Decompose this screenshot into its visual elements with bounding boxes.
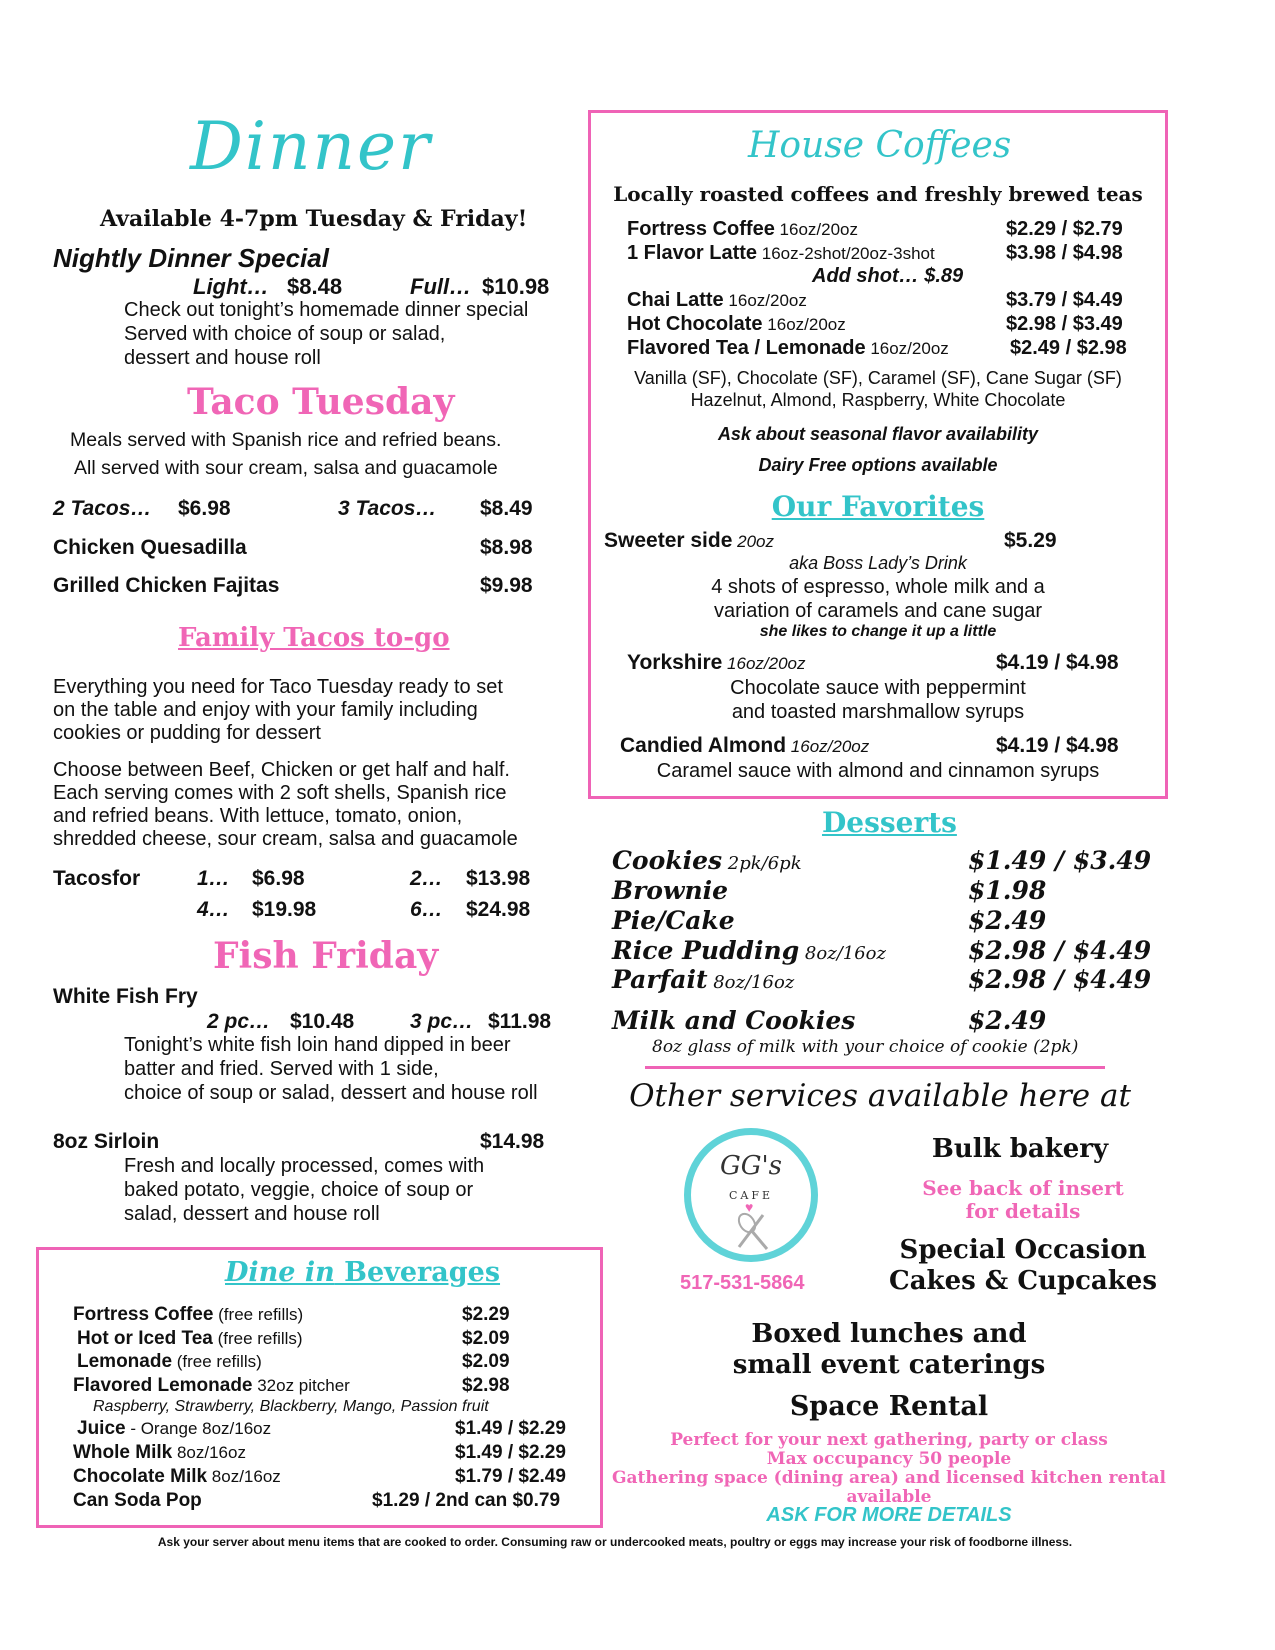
ask-details: ASK FOR MORE DETAILS	[766, 1504, 1012, 1526]
family-p2-3: and refried beans. With lettuce, tomato, onion,	[53, 805, 463, 827]
beverage-name: Chocolate Milk	[73, 1466, 208, 1487]
sirloin-desc-1: Fresh and locally processed, comes with	[124, 1155, 485, 1177]
coffee-size: 16oz/20oz	[762, 315, 846, 334]
three-tacos-label: 3 Tacos…	[338, 497, 437, 520]
tacos-qty-6: 6…	[410, 898, 443, 921]
coffee-size: 16oz/20oz	[723, 291, 807, 310]
york-desc-2: and toasted marshmallow syrups	[731, 701, 1025, 723]
beverage-price: $2.98	[462, 1375, 510, 1396]
beverage-note: (free refills)	[212, 1329, 303, 1348]
family-p1-1: Everything you need for Taco Tuesday ready to set	[53, 676, 503, 698]
beverage-note: 8oz/16oz	[172, 1443, 246, 1462]
dessert-name: Cookies	[612, 846, 723, 875]
favorites-title: Our Favorites	[771, 490, 985, 523]
special-full-price: $10.98	[482, 274, 550, 299]
beverage-price: $1.29 / 2nd can $0.79	[372, 1490, 561, 1511]
beverages-title-italic: Dine in	[225, 1257, 335, 1288]
quesadilla-price: $8.98	[480, 536, 533, 559]
beverage-row	[73, 1375, 350, 1397]
special-title: Nightly Dinner Special	[53, 243, 329, 273]
coffee-price: $3.98 / $4.98	[1006, 242, 1123, 264]
special-desc-1: Check out tonight’s homemade dinner special	[124, 299, 529, 321]
dessert-row	[612, 936, 886, 965]
beverages-title-rest: Beverages	[334, 1257, 501, 1288]
family-tacos-title: Family Tacos to-go	[178, 623, 450, 653]
seasonal-note: Ask about seasonal flavor availability	[717, 424, 1039, 444]
fish-desc-1: Tonight’s white fish loin hand dipped in beer	[124, 1034, 511, 1056]
special-occasion-2: Cakes & Cupcakes	[889, 1266, 1157, 1296]
special-desc-2: Served with choice of soup or salad,	[124, 323, 446, 345]
fish-label: White Fish Fry	[53, 985, 198, 1008]
dessert-name: Rice Pudding	[612, 936, 800, 965]
dessert-row	[612, 876, 728, 905]
almond-desc-1: Caramel sauce with almond and cinnamon syrups	[656, 760, 1100, 782]
york-size: 16oz/20oz	[722, 654, 806, 673]
milk-cookies-name: Milk and Cookies	[612, 1006, 856, 1035]
almond-row	[620, 734, 869, 758]
dessert-row	[612, 846, 802, 875]
coffee-price: $2.98 / $3.49	[1006, 313, 1123, 335]
beverage-name: Fortress Coffee	[73, 1304, 214, 1325]
dessert-size: 8oz/16oz	[799, 943, 886, 964]
see-back-2: for details	[965, 1199, 1081, 1223]
coffee-name: Fortress Coffee	[627, 218, 775, 240]
dessert-price: $1.49 / $3.49	[968, 846, 1152, 875]
sirloin-desc-2: baked potato, veggie, choice of soup or	[124, 1179, 474, 1201]
beverage-price: $2.29	[462, 1304, 510, 1325]
york-desc-1: Chocolate sauce with peppermint	[730, 677, 1026, 699]
two-tacos-label: 2 Tacos…	[53, 497, 152, 520]
dessert-price: $2.49	[968, 906, 1047, 935]
space-line-3: Gathering space (dining area) and licensed kitchen rental	[611, 1468, 1166, 1488]
coffee-row	[627, 242, 935, 265]
coffee-name: Flavored Tea / Lemonade	[627, 337, 866, 359]
beverage-price: $1.49 / $2.29	[455, 1418, 566, 1439]
fish-desc-2: batter and fried. Served with 1 side,	[124, 1058, 439, 1080]
dessert-name: Brownie	[612, 876, 729, 905]
sweeter-price: $5.29	[1004, 529, 1057, 552]
coffee-name: Chai Latte	[627, 289, 724, 311]
dessert-name: Parfait	[612, 965, 708, 994]
beverage-row	[77, 1418, 271, 1440]
taco-line-2: All served with sour cream, salsa and guacamole	[74, 457, 498, 479]
beverage-price: $1.79 / $2.49	[455, 1466, 566, 1487]
beverages-title	[225, 1257, 500, 1288]
phone-number: 517-531-5864	[680, 1272, 805, 1294]
dinner-availability: Available 4-7pm Tuesday & Friday!	[100, 206, 528, 232]
dessert-row	[612, 965, 794, 994]
beverage-name: Lemonade	[77, 1351, 173, 1372]
tacos-qty-2: 2…	[410, 867, 443, 890]
beverage-price: $1.49 / $2.29	[455, 1442, 566, 1463]
fish-two-pc-price: $10.48	[290, 1010, 355, 1033]
milk-cookies-note: 8oz glass of milk with your choice of cookie (2pk)	[652, 1037, 1079, 1057]
tacos-qty-4: 4…	[197, 898, 230, 921]
beverage-note: (free refills)	[172, 1352, 262, 1371]
dessert-price: $2.98 / $4.49	[968, 936, 1152, 965]
cafe-logo	[684, 1128, 818, 1262]
quesadilla-label: Chicken Quesadilla	[53, 536, 247, 559]
whisk-icon	[733, 1211, 771, 1251]
beverage-name: Hot or Iced Tea	[77, 1328, 213, 1349]
family-p2-2: Each serving comes with 2 soft shells, Spanish rice	[53, 782, 507, 804]
milk-cookies-price: $2.49	[968, 1006, 1047, 1035]
fajitas-label: Grilled Chicken Fajitas	[53, 574, 280, 597]
syrups-line-2: Hazelnut, Almond, Raspberry, White Chocolate	[690, 390, 1066, 410]
coffee-row	[627, 218, 858, 241]
heart-icon: ♥	[745, 1199, 754, 1215]
york-price: $4.19 / $4.98	[996, 651, 1119, 674]
coffee-price: $2.29 / $2.79	[1006, 218, 1123, 240]
beverage-row	[73, 1442, 246, 1464]
boxed-lunches-1: Boxed lunches and	[751, 1319, 1027, 1349]
beverage-name: Flavored Lemonade	[73, 1375, 253, 1396]
sweeter-note: she likes to change it up a little	[759, 623, 997, 640]
bulk-bakery: Bulk bakery	[931, 1134, 1109, 1164]
lemonade-flavors: Raspberry, Strawberry, Blackberry, Mango, Passion fruit	[93, 1398, 489, 1415]
coffee-price: $2.49 / $2.98	[1010, 337, 1127, 359]
sweeter-aka: aka Boss Lady’s Drink	[789, 553, 967, 573]
coffee-name: 1 Flavor Latte	[627, 242, 758, 264]
fish-desc-3: choice of soup or salad, dessert and house roll	[124, 1082, 538, 1104]
logo-sub: CAFE	[728, 1189, 774, 1202]
dessert-row	[612, 906, 735, 935]
tacos-for-label: Tacosfor	[53, 867, 141, 890]
beverage-row	[77, 1351, 262, 1373]
sweeter-size: 20oz	[732, 532, 774, 551]
beverage-note: 32oz pitcher	[252, 1376, 350, 1395]
sirloin-price: $14.98	[480, 1130, 545, 1153]
dinner-title: Dinner	[190, 108, 432, 185]
beverage-name: Can Soda Pop	[73, 1490, 202, 1511]
sweeter-name: Sweeter side	[604, 529, 733, 552]
tacos-price-4: $19.98	[252, 898, 317, 921]
services-heading: Other services available here at	[629, 1078, 1131, 1114]
york-name: Yorkshire	[627, 651, 723, 674]
house-coffees-subtitle: Locally roasted coffees and freshly brewed teas	[613, 182, 1143, 206]
footer-disclaimer: Ask your server about menu items that are cooked to order. Consuming raw or undercooked meats, poultry or eggs may increase your risk of foodborne illness.	[157, 1535, 1073, 1549]
beverage-row	[77, 1328, 303, 1350]
fish-three-pc-price: $11.98	[488, 1010, 552, 1033]
special-light-price: $8.48	[287, 274, 343, 299]
logo-text: GG's	[719, 1151, 783, 1181]
house-coffees-title: House Coffees	[748, 125, 1012, 166]
special-light-label: Light…	[193, 274, 269, 299]
taco-line-1: Meals served with Spanish rice and refried beans.	[70, 429, 502, 451]
family-p1-3: cookies or pudding for dessert	[53, 722, 321, 744]
beverage-note: - Orange 8oz/16oz	[125, 1419, 272, 1438]
desserts-divider	[645, 1066, 1105, 1069]
space-line-4: available	[846, 1487, 932, 1507]
desserts-title: Desserts	[822, 806, 957, 839]
sirloin-desc-3: salad, dessert and house roll	[124, 1203, 380, 1225]
almond-price: $4.19 / $4.98	[996, 734, 1119, 757]
dessert-size: 2pk/6pk	[722, 853, 802, 874]
beverage-note: (free refills)	[213, 1305, 304, 1324]
coffee-row	[627, 337, 949, 360]
fish-three-pc: 3 pc…	[410, 1010, 474, 1033]
beverage-row	[73, 1304, 303, 1326]
coffee-row	[627, 289, 807, 312]
beverage-note: 8oz/16oz	[207, 1467, 281, 1486]
sweeter-desc-1: 4 shots of espresso, whole milk and a	[711, 576, 1045, 598]
two-tacos-price: $6.98	[178, 497, 231, 520]
york-row	[627, 651, 806, 675]
coffee-price: $3.79 / $4.49	[1006, 289, 1123, 311]
fish-friday-title: Fish Friday	[213, 935, 439, 977]
space-rental-title: Space Rental	[789, 1391, 989, 1422]
coffee-size: 16oz-2shot/20oz-3shot	[757, 244, 935, 263]
family-p1-2: on the table and enjoy with your family including	[53, 699, 478, 721]
dessert-price: $1.98	[968, 876, 1047, 905]
almond-name: Candied Almond	[620, 734, 787, 757]
beverage-price: $2.09	[462, 1328, 510, 1349]
family-p2-4: shredded cheese, sour cream, salsa and guacamole	[53, 828, 518, 850]
fish-two-pc: 2 pc…	[207, 1010, 271, 1033]
coffee-name: Hot Chocolate	[627, 313, 763, 335]
family-p2-1: Choose between Beef, Chicken or get half and half.	[53, 759, 510, 781]
tacos-qty-1: 1…	[197, 867, 230, 890]
taco-tuesday-title: Taco Tuesday	[187, 381, 455, 423]
sirloin-label: 8oz Sirloin	[53, 1130, 160, 1153]
sweeter-desc-2: variation of caramels and cane sugar	[714, 600, 1042, 622]
beverage-row	[73, 1466, 281, 1488]
coffee-size: 16oz/20oz	[865, 339, 949, 358]
beverage-row	[73, 1490, 202, 1512]
beverage-price: $2.09	[462, 1351, 510, 1372]
dessert-name: Pie/Cake	[612, 906, 735, 935]
see-back-1: See back of insert	[922, 1176, 1124, 1200]
tacos-price-2: $13.98	[466, 867, 531, 890]
fajitas-price: $9.98	[480, 574, 533, 597]
syrups-line-1: Vanilla (SF), Chocolate (SF), Caramel (SF), Cane Sugar (SF)	[634, 368, 1122, 388]
special-full-label: Full…	[410, 274, 472, 299]
beverage-name: Juice	[77, 1418, 126, 1439]
almond-size: 16oz/20oz	[786, 737, 870, 756]
space-line-2: Max occupancy 50 people	[766, 1449, 1012, 1469]
special-desc-3: dessert and house roll	[124, 347, 321, 369]
tacos-price-1: $6.98	[252, 867, 305, 890]
special-occasion-1: Special Occasion	[899, 1235, 1147, 1265]
dairy-free-note: Dairy Free options available	[758, 455, 998, 475]
space-line-1: Perfect for your next gathering, party or class	[670, 1430, 1108, 1450]
boxed-lunches-2: small event caterings	[732, 1350, 1046, 1380]
beverage-name: Whole Milk	[73, 1442, 173, 1463]
sweeter-row	[604, 529, 774, 553]
coffee-size: 16oz/20oz	[774, 220, 858, 239]
add-shot: Add shot… $.89	[812, 265, 964, 287]
dessert-size: 8oz/16oz	[707, 972, 795, 993]
tacos-price-6: $24.98	[466, 898, 531, 921]
three-tacos-price: $8.49	[480, 497, 533, 520]
dessert-price: $2.98 / $4.49	[968, 965, 1152, 994]
coffee-row	[627, 313, 846, 336]
